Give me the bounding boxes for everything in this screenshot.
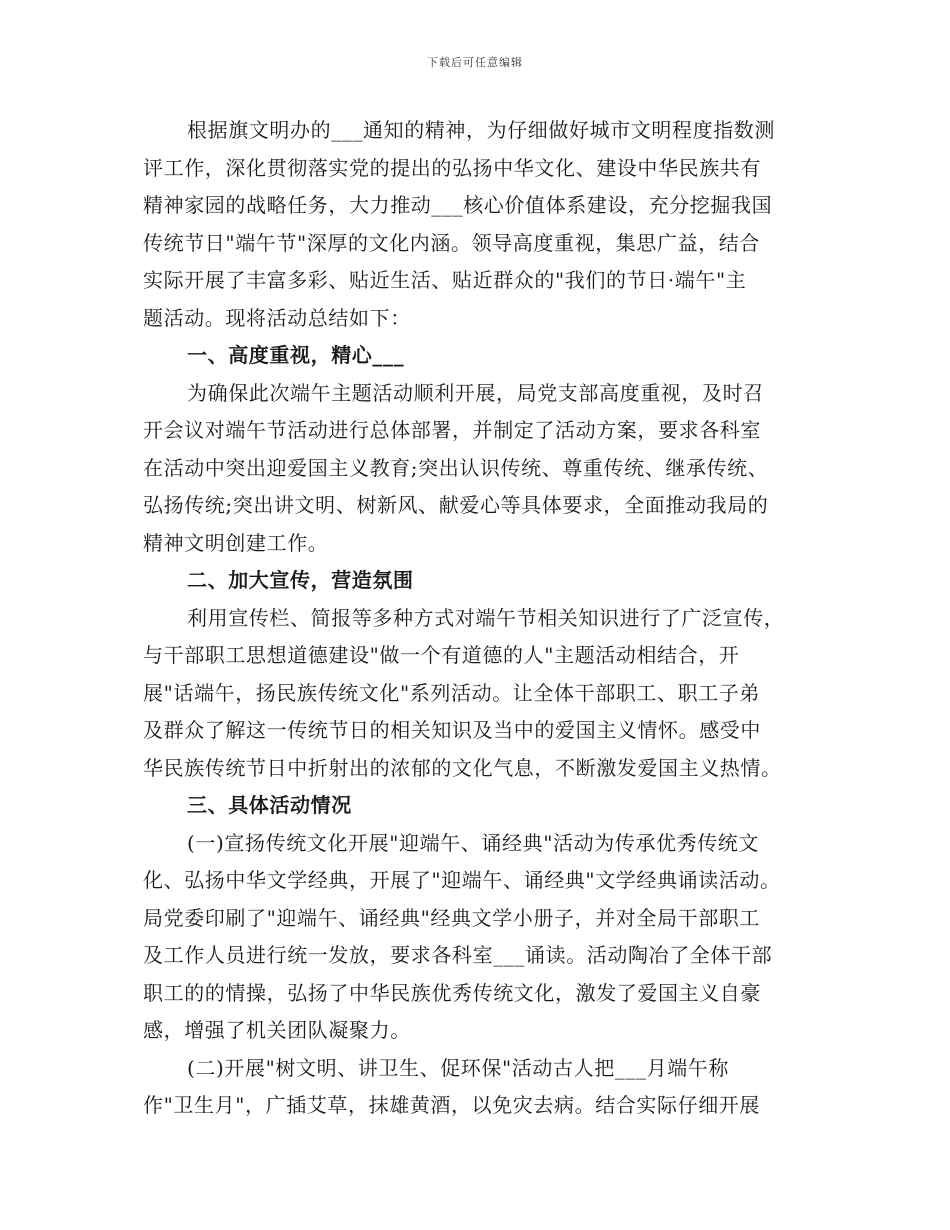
paragraph-line: 为确保此次端午主题活动顺利开展，局党支部高度重视，及时召 <box>187 380 764 405</box>
paragraph-line: 弘扬传统;突出讲文明、树新风、献爱心等具体要求，全面推动我局的 <box>143 493 769 517</box>
paragraph-line: 利用宣传栏、简报等多种方式对端午节相关知识进行了广泛宣传， <box>187 605 785 630</box>
page-header-note: 下载后可任意编辑 <box>427 56 523 69</box>
paragraph-line: 及工作人员进行统一发放，要求各科室___诵读。活动陶冶了全体干部 <box>143 943 773 967</box>
paragraph-line: 在活动中突出迎爱国主义教育;突出认识传统、尊重传统、继承传统、 <box>143 455 769 480</box>
paragraph-line: (一)宣扬传统文化开展"迎端午、诵经典"活动为传承优秀传统文 <box>187 830 760 855</box>
paragraph-line: 作"卫生月"，广插艾草，抹雄黄酒，以免灾去病。结合实际仔细开展 <box>143 1093 760 1117</box>
paragraph-line: 展"话端午，扬民族传统文化"系列活动。让全体干部职工、职工子弟 <box>143 680 760 705</box>
paragraph-line: 评工作，深化贯彻落实党的提出的弘扬中华文化、建设中华民族共有 <box>143 155 761 180</box>
section-heading: 一、高度重视，精心___ <box>187 343 405 367</box>
paragraph-line: 实际开展了丰富多彩、贴近生活、贴近群众的"我们的节日·端午"主 <box>143 268 747 292</box>
paragraph-line: 与干部职工思想道德建设"做一个有道德的人"主题活动相结合，开 <box>143 643 740 667</box>
paragraph-line: 开会议对端午节活动进行总体部署，并制定了活动方案，要求各科室 <box>143 418 761 442</box>
paragraph-line: 感，增强了机关团队凝聚力。 <box>143 1018 411 1042</box>
document-body <box>143 112 813 1125</box>
paragraph-line: 精神文明创建工作。 <box>143 530 329 555</box>
paragraph-line: 局党委印刷了"迎端午、诵经典"经典文学小册子，并对全局干部职工 <box>143 905 760 930</box>
paragraph-line: 根据旗文明办的___通知的精神，为仔细做好城市文明程度指数测 <box>187 118 775 142</box>
paragraph-line: 化、弘扬中华文学经典，开展了"迎端午、诵经典"文学经典诵读活动。 <box>143 868 781 892</box>
paragraph-line: (二)开展"树文明、讲卫生、促环保"活动古人把___月端午称 <box>187 1055 730 1080</box>
paragraph-line: 及群众了解这一传统节日的相关知识及当中的爱国主义情怀。感受中 <box>143 718 761 742</box>
paragraph-line: 传统节日"端午节"深厚的文化内涵。领导高度重视，集思广益，结合 <box>143 230 760 255</box>
paragraph-line: 精神家园的战略任务，大力推动___核心价值体系建设，充分挖掘我国 <box>143 193 773 217</box>
section-heading: 二、加大宣传，营造氛围 <box>187 568 414 592</box>
paragraph-line: 题活动。现将活动总结如下： <box>143 305 411 330</box>
paragraph-line: 职工的的情操，弘扬了中华民族优秀传统文化，激发了爱国主义自豪 <box>143 980 761 1005</box>
paragraph-line: 华民族传统节日中折射出的浓郁的文化气息，不断激发爱国主义热情。 <box>143 755 782 780</box>
section-heading: 三、具体活动情况 <box>187 793 352 817</box>
